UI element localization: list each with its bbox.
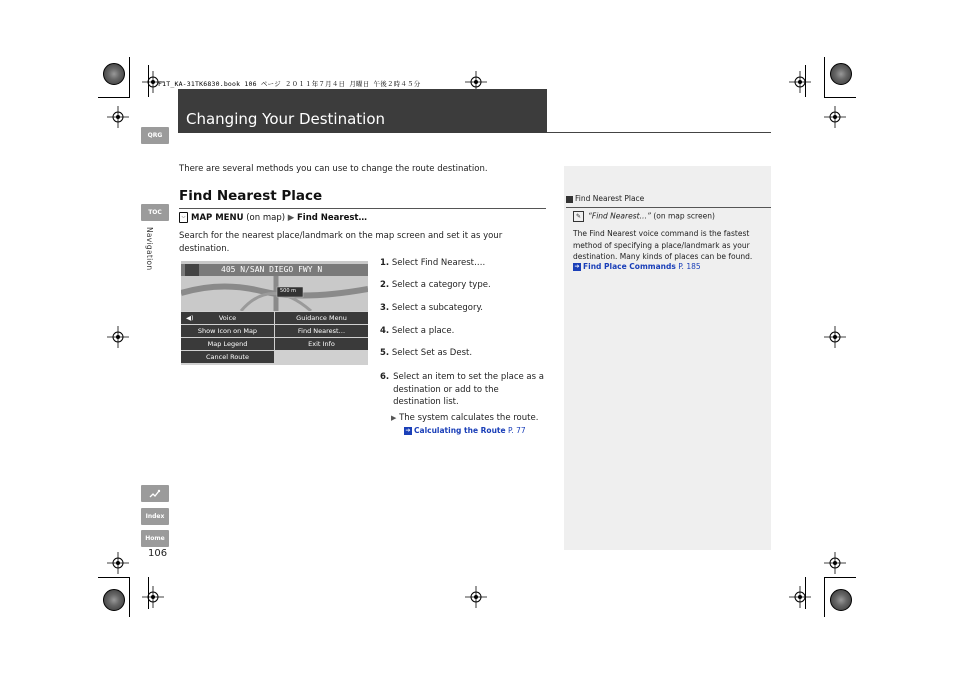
- registration-target: [789, 71, 811, 93]
- sidebar-body: The Find Nearest voice command is the fastest method of specifying a place/landmark as your destination. Many kinds of places can be found.: [573, 229, 753, 261]
- sidebar-rule: [566, 207, 771, 208]
- file-header: F1T_KA-31TK6830.book 106 ページ ２０１１年７月４日 月曜日 午後２時４５分: [158, 80, 421, 88]
- qrg-tab[interactable]: QRG: [141, 127, 169, 144]
- menu-button-exit-info[interactable]: Exit Info: [275, 338, 368, 350]
- menu-path-menu: MAP MENU: [191, 213, 244, 223]
- calculating-route-link[interactable]: ➔ Calculating the Route P. 77: [405, 426, 526, 435]
- registration-target: [824, 326, 846, 348]
- registration-target: [789, 586, 811, 608]
- registration-target: [107, 552, 129, 574]
- chapter-label: Navigation: [145, 227, 154, 271]
- menu-button-cancel-route[interactable]: Cancel Route: [181, 351, 274, 363]
- menu-path-item: Find Nearest…: [296, 213, 367, 223]
- voice-command-icon: ✎: [573, 211, 584, 222]
- sidebar-note-panel: [564, 166, 771, 550]
- registration-target: [142, 586, 164, 608]
- registration-target: [465, 586, 487, 608]
- menu-button-find-nearest[interactable]: Find Nearest…: [275, 325, 368, 337]
- registration-target: [824, 552, 846, 574]
- step-3: 3. Select a subcategory.: [380, 303, 483, 313]
- speaker-icon: ◀): [186, 314, 194, 322]
- index-tab[interactable]: Index: [141, 508, 169, 525]
- link-arrow-icon: ➔: [405, 427, 411, 434]
- registration-target: [107, 106, 129, 128]
- registration-dial: [103, 63, 125, 85]
- menu-button-icon: ⌵: [179, 212, 188, 223]
- screen-menu: [181, 312, 368, 365]
- menu-path: [179, 212, 367, 223]
- step-2: 2. Select a category type.: [380, 280, 491, 290]
- section-title: Changing Your Destination: [186, 110, 386, 128]
- registration-dial: [830, 63, 852, 85]
- menu-button-guidance[interactable]: Guidance Menu: [275, 312, 368, 324]
- subsection-description: Search for the nearest place/landmark on the map screen and set it as your destination.: [179, 231, 503, 254]
- step-6: 6. Select an item to set the place as a destination or add to the destination list.: [380, 372, 544, 407]
- menu-button-voice[interactable]: ◀) Voice: [181, 312, 274, 324]
- registration-dial: [830, 589, 852, 611]
- note-marker-icon: [566, 196, 573, 203]
- step-1: 1. Select Find Nearest….: [380, 258, 486, 268]
- sidebar-heading: Find Nearest Place: [566, 194, 644, 203]
- voice-command-icon: [149, 489, 161, 499]
- step-4: 4. Select a place.: [380, 326, 455, 336]
- menu-button-map-legend[interactable]: Map Legend: [181, 338, 274, 350]
- registration-target: [107, 326, 129, 348]
- result-text: ▶ The system calculates the route.: [391, 413, 539, 423]
- menu-button-show-icon[interactable]: Show Icon on Map: [181, 325, 274, 337]
- heading-rule: [179, 208, 546, 209]
- find-place-commands-link[interactable]: ➔ Find Place Commands P. 185: [574, 262, 701, 271]
- result-arrow-icon: ▶: [391, 414, 397, 422]
- voice-command-tab[interactable]: [141, 485, 169, 502]
- intro-text: There are several methods you can use to change the route destination.: [179, 164, 488, 174]
- menu-path-context: (on map): [246, 213, 286, 223]
- step-5: 5. Select Set as Dest.: [380, 348, 473, 358]
- road-label: 405 N/SAN DIEGO FWY N: [221, 265, 323, 274]
- scale-label: 500 m: [280, 288, 297, 294]
- sidebar-voice-command: ✎ “Find Nearest…” (on map screen): [573, 211, 715, 222]
- link-arrow-icon: ➔: [574, 263, 580, 270]
- subsection-heading: Find Nearest Place: [179, 188, 323, 204]
- registration-dial: [103, 589, 125, 611]
- toc-tab[interactable]: TOC: [141, 204, 169, 221]
- page-number: 106: [148, 548, 168, 559]
- path-arrow-icon: ▶: [287, 213, 295, 223]
- home-tab[interactable]: Home: [141, 530, 169, 547]
- title-rule: [547, 132, 771, 133]
- navigation-screen-image: [181, 261, 368, 365]
- registration-target: [824, 106, 846, 128]
